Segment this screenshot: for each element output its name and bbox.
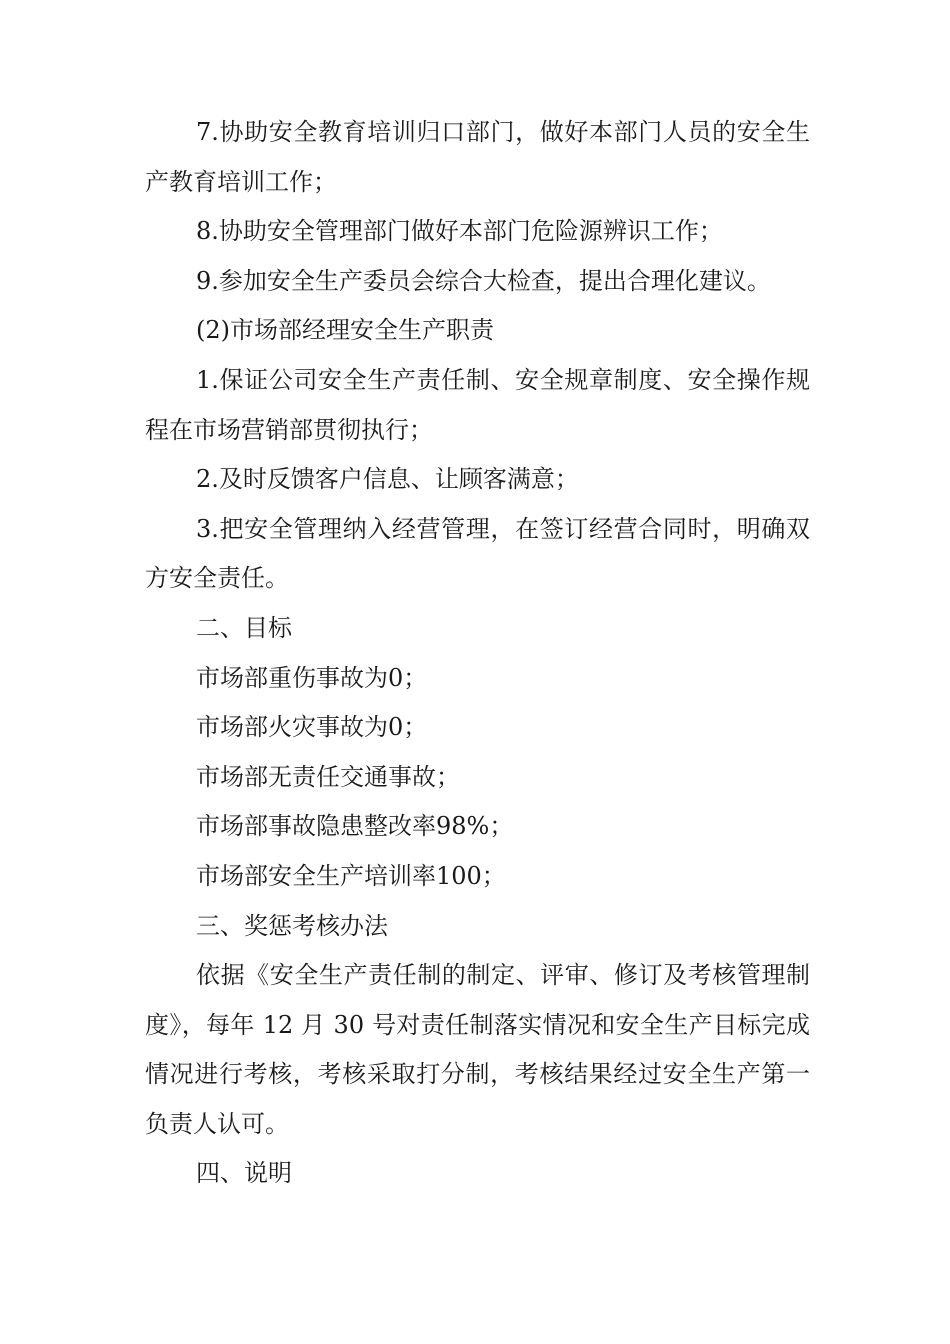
goal-item-fire-accident: 市场部火灾事故为0； — [196, 713, 428, 742]
section-heading-notes: 四、说明 — [196, 1159, 292, 1188]
paragraph-duty-9: 9.参加安全生产委员会综合大检查，提出合理化建议。 — [196, 266, 771, 295]
section-heading-market-manager: (2)市场部经理安全生产职责 — [196, 316, 494, 345]
goal-item-training-rate: 市场部安全生产培训率100； — [196, 861, 506, 890]
paragraph-market-duty-2: 2.及时反馈客户信息、让顾客满意； — [196, 465, 579, 494]
section-heading-assessment: 三、奖惩考核办法 — [196, 911, 388, 940]
goal-item-serious-injury: 市场部重伤事故为0； — [196, 663, 428, 692]
section-heading-goals: 二、目标 — [196, 613, 292, 642]
paragraph-assessment-method: 依据《安全生产责任制的制定、评审、修订及考核管理制度》，每年 12 月 30 号对责任制落实情况和安全生产目标完成情况进行考核，考核采取打分制，考核结果经过安全生产第一负责人认可。 — [145, 961, 810, 1138]
document-body — [145, 108, 810, 1199]
goal-item-traffic-accident: 市场部无责任交通事故； — [196, 762, 460, 791]
paragraph-duty-7: 7.协助安全教育培训归口部门，做好本部门人员的安全生产教育培训工作； — [145, 118, 810, 196]
paragraph-market-duty-1: 1.保证公司安全生产责任制、安全规章制度、安全操作规程在市场营销部贯彻执行； — [145, 365, 810, 444]
goal-item-hazard-rectification: 市场部事故隐患整改率98%； — [196, 812, 514, 841]
paragraph-duty-8: 8.协助安全管理部门做好本部门危险源辨识工作； — [196, 217, 723, 246]
paragraph-market-duty-3: 3.把安全管理纳入经营管理，在签订经营合同时，明确双方安全责任。 — [145, 514, 810, 593]
